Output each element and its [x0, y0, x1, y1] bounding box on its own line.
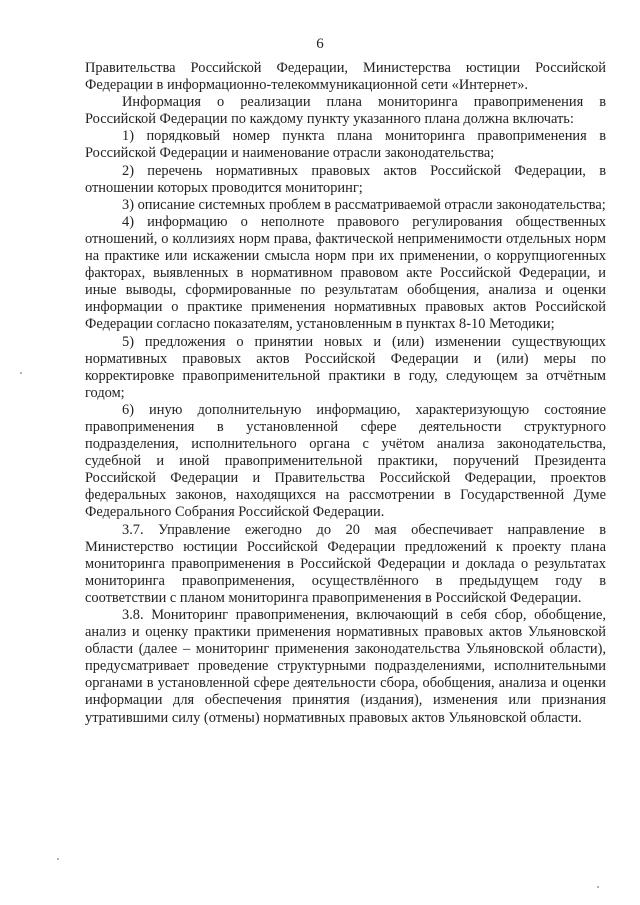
- section-3-7: 3.7. Управление ежегодно до 20 мая обеспечивает направление в Министерство юстиции Российской Федерации предложений к проекту плана мониторинга правоприменения в Российской Федерации и доклада о результатах мониторинга правоприменения, осуществлённого в предыдущем году в соответствии с планом мониторинга правоприменения в Российской Федерации.: [85, 521, 606, 606]
- scan-speck: [597, 886, 599, 888]
- scan-speck: [20, 372, 22, 374]
- list-item-6: 6) иную дополнительную информацию, характеризующую состояние правоприменения в установленной сфере деятельности структурного подразделения, исполнительного органа с учётом анализа законодательства, судебной и иной правоприменительной практики, поручений Президента Российской Федерации и Правительства Российской Федерации, проектов федеральных законов, находящихся на рассмотрении в Государственной Думе Федерального Собрания Российской Федерации.: [85, 401, 606, 521]
- document-body: [85, 60, 606, 727]
- list-item-3: 3) описание системных проблем в рассматриваемой отрасли законодательства;: [122, 196, 606, 213]
- list-item-1: 1) порядковый номер пункта плана мониторинга правоприменения в Российской Федерации и наименование отрасли законодательства;: [85, 128, 606, 162]
- page-number: 6: [316, 36, 324, 52]
- list-item-2: 2) перечень нормативных правовых актов Российской Федерации, в отношении которых проводится мониторинг;: [85, 162, 606, 196]
- paragraph-1: Правительства Российской Федерации, Министерства юстиции Российской Федерации в информационно-телекоммуникационной сети «Интернет».: [85, 60, 606, 94]
- paragraph-2: Информация о реализации плана мониторинга правоприменения в Российской Федерации по каждому пункту указанного плана должна включать:: [85, 94, 606, 128]
- section-3-8: 3.8. Мониторинг правоприменения, включающий в себя сбор, обобщение, анализ и оценку практики применения нормативных правовых актов Ульяновской области (далее – мониторинг применения законодательства Ульяновской области), предусматривает проведение структурными подразделениями, исполнительными органами в установленной сфере деятельности сбора, обобщения, анализа и оценки информации для обеспечения принятия (издания), изменения или признания утратившими силу (отмены) нормативных правовых актов Ульяновской области.: [85, 607, 606, 726]
- scan-speck: [57, 858, 59, 860]
- list-item-5: 5) предложения о принятии новых и (или) изменении существующих нормативных правовых актов Российской Федерации и (или) меры по корректировке правоприменительной практики в году, следующем за отчётным годом;: [85, 333, 606, 401]
- list-item-4: 4) информацию о неполноте правового регулирования общественных отношений, о коллизиях норм права, фактической неприменимости отдельных норм на практике или искажении смысла норм при их применении, о коррупциогенных факторах, выявленных в нормативном правовом акте Российской Федерации, и иные выводы, сформированные по результатам обобщения, анализа и оценки информации о практике применения нормативных правовых актов Российской Федерации согласно показателям, установленным в пунктах 8-10 Методики;: [85, 213, 606, 333]
